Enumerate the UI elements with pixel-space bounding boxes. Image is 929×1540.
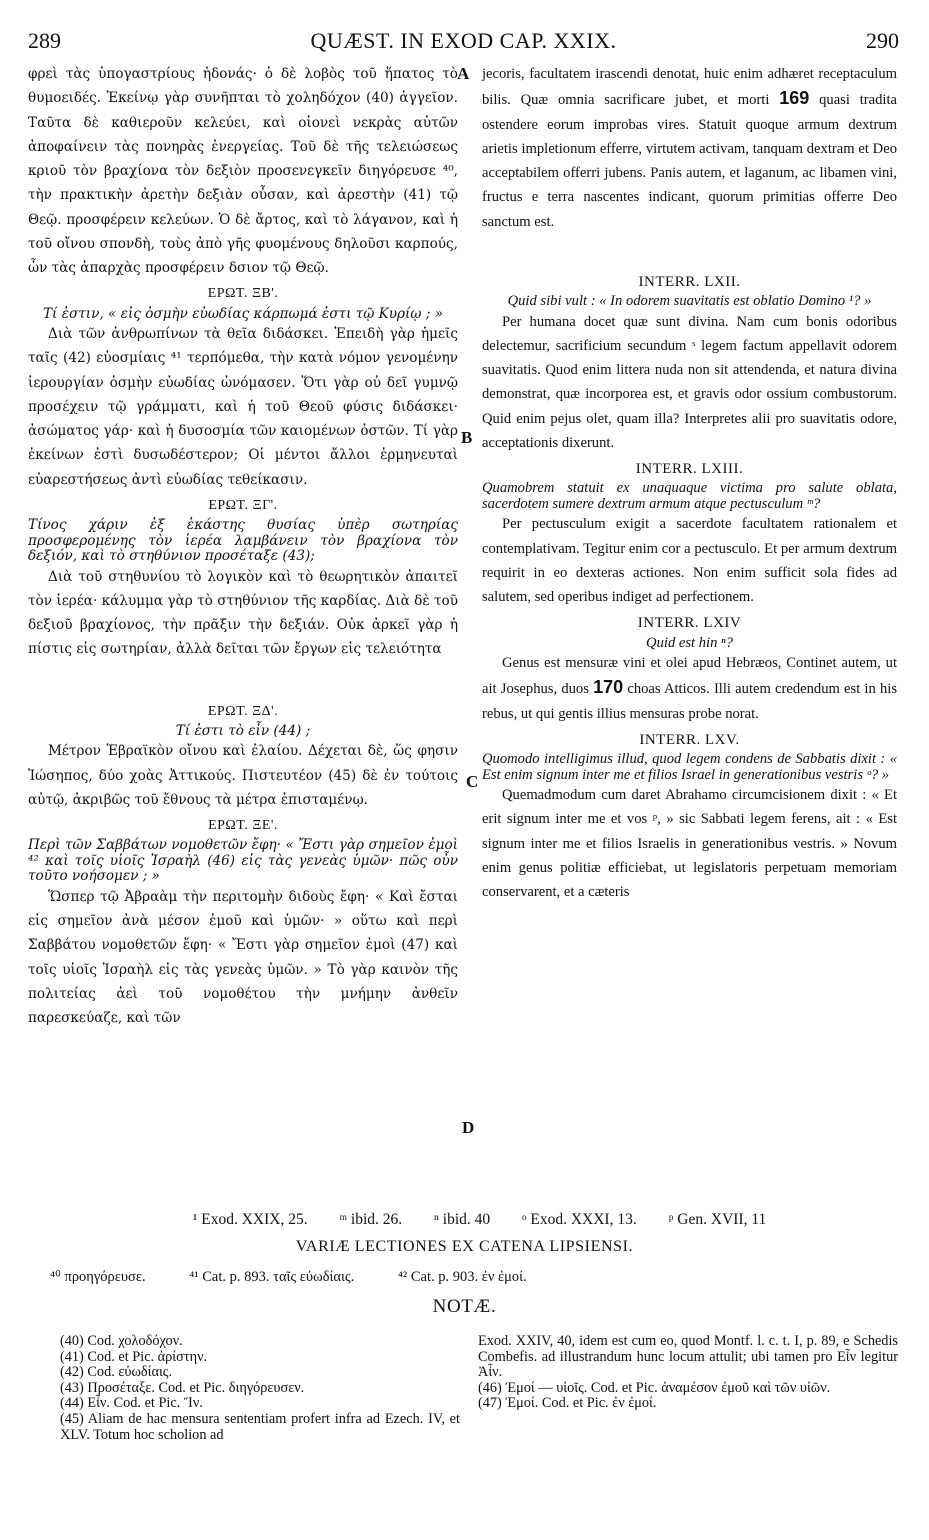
- greek-heading-63: ΕΡΩΤ. ΞΓ'.: [208, 497, 278, 513]
- latin-answer-64a: Genus est mensuræ vini et olei apud Hebræos, Continet autem, ut ait Josephus, duos: [482, 655, 897, 698]
- latin-answer-64b: choas Atticos. Illi autem credendum est in his rebus, ut qui gentis illius mensuras probe norat.: [482, 681, 898, 722]
- greek-question-63: Τίνος χάριν ἐξ ἑκάστης θυσίας ὑπὲρ σωτηρίας προσφερομένης τὸν ἱερέα λαμβάνειν τὸν βραχίονα τὸν δεξιόν, καὶ τὸ στηθύνιον προσέταξε (43);: [28, 517, 458, 564]
- greek-answer-63: Διὰ τοῦ στηθυνίου τὸ λογικὸν καὶ τὸ θεωρητικὸν ἀπαιτεῖ τὸν ἱερέα· κάλυμμα γὰρ τὸ στηθύνιον τῆς καρδίας. Διὰ δὲ τοῦ δεξιοῦ βραχίονος, τὴν πρᾶξιν τὴν δεξιάν. Οὐκ ἀρκεῖ γὰρ ἡ πίστις εἰς σωτηρίαν, ἀλλὰ δεῖται τῶν ἔργων εἰς τελειότητα: [28, 568, 458, 658]
- scripture-ref: ⁿ ibid. 40: [434, 1211, 491, 1228]
- variae-item: ⁴¹ Cat. p. 893. ταῖς εὐωδίαις.: [189, 1269, 355, 1285]
- greek-column: [28, 62, 458, 1030]
- latin-question-63: Quamobrem statuit ex unaquaque victima pro salute oblata, sacerdotem sumere dextrum armum atque pectusculum ᵐ?: [482, 480, 897, 512]
- page-title: QUÆST. IN EXOD CAP. XXIX.: [310, 28, 617, 53]
- note-item: (42) Cod. εὐωδίαις.: [60, 1364, 173, 1381]
- latin-answer-63: Per pectusculum exigit a sacerdote facultatem rationalem et contemplativam. Tegitur enim cor a pectusculo. Et per armum dextrum requirit in eo dexteras actiones. Non enim sufficit sola fides ad salutem, sed operibus indiget ad perfectionem.: [482, 516, 897, 605]
- margin-letter-a: A: [457, 64, 470, 83]
- greek-answer-62: Διὰ τῶν ἀνθρωπίνων τὰ θεῖα διδάσκει. Ἐπειδὴ γὰρ ἡμεῖς ταῖς (42) εὐοσμίαις ⁴¹ τερπόμεθα, τὴν κατὰ νόμον γενομένην ἱερουργίαν ὀσμὴν εὐωδίας ὠνόμασεν. Ὅτι γὰρ οὐ δεῖ γυμνῷ προσέχειν τῷ γράμματι, καὶ ἡ τοῦ Θεοῦ φύσις διδάσκει· ἀσώματος γάρ· καὶ ἡ δυσοσμία τῶν καιομένων ὀστῶν. Τί γὰρ ἐκείνων ἐστὶ δυσωδέστερον; Οἱ μέντοι ἄλλοι ἑρμηνευταὶ εὐαρεστήσεως ἀντὶ εὐωδίας τεθείκασιν.: [28, 326, 458, 488]
- latin-paragraph-1: [482, 62, 897, 234]
- note-item: Exod. XXIV, 40, idem est cum eo, quod Montf. l. c. t. I, p. 89, e Schedis Combefis. ad illustrandum hunc locum attulit; ubi tamen pro Εἶν legitur Ἀἶν.: [478, 1333, 898, 1381]
- scripture-ref: ᵐ ibid. 26.: [339, 1211, 403, 1228]
- latin-answer-64: [482, 651, 897, 726]
- greek-question-65: Περὶ τῶν Σαββάτων νομοθετῶν ἔφη· « Ἔστι γὰρ σημεῖον ἐμοὶ ⁴² καὶ τοῖς υἱοῖς Ἰσραὴλ (46) εἰς τὰς γενεὰς ὑμῶν· πῶς οὖν τοῦτο νοήσομεν ; »: [28, 837, 458, 885]
- scripture-ref: ᵒ Exod. XXXI, 13.: [522, 1211, 637, 1228]
- running-header: [28, 28, 899, 58]
- latin-paragraph-1b: quasi tradita ostendere eorum improbas vires. Statuit quoque armum dextrum arietis impletionum efferre, virtutem activam, tanquam dextram et Deo acceptabilem offerri jubens. Panis autem, et laganum, ac libamen vini, fructus e terra nascentes indicant, quorum primitias offerre Deo sanctum est.: [482, 92, 897, 230]
- greek-heading-62: ΕΡΩΤ. ΞΒ'.: [207, 286, 279, 302]
- latin-heading-65: INTERR. LXV.: [639, 731, 740, 748]
- variae-list: [50, 1269, 879, 1286]
- latin-answer-65: Quemadmodum cum daret Abrahamo circumcisionem dixit : « Et erit signum inter me et vos ᵖ, » sic Sabbati legem ferens, ait : « Est signum inter me et filios Israelis in generationibus vestris. » Novum enim genus politiæ efficiebat, ut legislatoris perpetuam memoriam conservarent, et a cæteris: [482, 787, 897, 900]
- margin-letter-d: D: [462, 1118, 475, 1137]
- latin-question-65: Quomodo intelligimus illud, quod legem condens de Sabbatis dixit : « Est enim signum inter me et filios Israel in generationibus vestris ᵒ? »: [482, 751, 897, 783]
- variae-item: ⁴² Cat. p. 903. ἐν ἐμοί.: [397, 1269, 527, 1285]
- page-number-right: 290: [866, 28, 899, 53]
- notes-right-column: [478, 1334, 898, 1412]
- latin-paragraph-1a: jecoris, facultatem irascendi denotat, huic enim adhæret receptaculum bilis. Quæ omnia sacrificare jubet, et morti: [482, 66, 897, 109]
- greek-question-64: Τί ἐστι τὸ εἶν (44) ;: [175, 722, 311, 739]
- latin-question-62: Quid sibi vult : « In odorem suavitatis est oblatio Domino ¹? »: [507, 293, 872, 309]
- latin-heading-62: INTERR. LXII.: [638, 273, 741, 290]
- variae-heading: VARIÆ LECTIONES EX CATENA LIPSIENSI.: [295, 1238, 634, 1255]
- margin-letter-b: B: [461, 428, 473, 447]
- note-item: (40) Cod. χολοδόχον.: [60, 1333, 183, 1349]
- note-item: (44) Εἶν. Cod. et Pic. Ἴν.: [60, 1395, 203, 1412]
- variae-item: ⁴⁰ προηγόρευσε.: [50, 1269, 146, 1285]
- greek-answer-64: Μέτρον Ἑβραϊκὸν οἴνου καὶ ἐλαίου. Δέχεται δὲ, ὥς φησιν Ἰώσηπος, δύο χοὰς Ἀττικούς. Πιστευτέον (45) δὲ ἐν τούτοις αὐτῷ, ἀκριβῶς τοῦ ἔθνους τὰ μέτρα ἐπισταμένῳ.: [28, 743, 458, 808]
- latin-heading-64: INTERR. LXIV: [637, 615, 742, 632]
- greek-heading-64: ΕΡΩΤ. ΞΔ'.: [207, 703, 279, 719]
- greek-question-62: Τί ἐστιν, « εἰς ὀσμὴν εὐωδίας κάρπωμά ἐστι τῷ Κυρίῳ ; »: [42, 305, 444, 322]
- latin-heading-63: INTERR. LXIII.: [635, 461, 744, 477]
- scripture-ref: ᵖ Gen. XVII, 11: [668, 1211, 767, 1228]
- column-number-169: 169: [779, 88, 810, 109]
- latin-column: [482, 62, 897, 904]
- note-item: (43) Προσέταξε. Cod. et Pic. διηγόρευσεν.: [60, 1379, 305, 1396]
- greek-answer-65: Ὥσπερ τῷ Ἀβραὰμ τὴν περιτομὴν διδοὺς ἔφη· « Καὶ ἔσται εἰς σημεῖον ἀνὰ μέσον ἐμοῦ καὶ ὑμῶν· » οὕτω καὶ περὶ Σαββάτου νομοθετῶν ἔφη· « Ἔστι γὰρ σημεῖον ἐμοὶ (47) καὶ τοῖς υἱοῖς Ἰσραὴλ εἰς τὰς γενεὰς ὑμῶν. » Τὸ γὰρ καινὸν τῆς πολιτείας ἀεὶ τοῦ νομοθέτου τὴν μνήμην ἀνθεῖν παρεσκεύαζε, καὶ τῶν: [28, 888, 458, 1026]
- page-number-left: 289: [28, 28, 61, 53]
- margin-letter-c: C: [466, 772, 479, 791]
- latin-question-64: Quid est hin ⁿ?: [646, 634, 733, 651]
- greek-heading-65: ΕΡΩΤ. ΞΕ'.: [208, 818, 278, 833]
- note-item: (45) Aliam de hac mensura sententiam profert infra ad Ezech. IV, et XLV. Totum hoc scholion ad: [60, 1410, 460, 1443]
- greek-paragraph-1: φρεὶ τὰς ὑπογαστρίους ἡδονάς· ὁ δὲ λοβὸς τοῦ ἥπατος τὸ θυμοειδές. Ἐκείνῳ γὰρ συνῆπται τὸ χοληδόχον (40) ἀγγεῖον. Ταῦτα δὲ καθιεροῦν κελεύει, καὶ οἱονεὶ νεκρὰς αὐτῶν ἀποφαίνειν τὰς πονηρὰς ἐνεργείας. Τοῦ δὲ τῆς τελειώσεως κριοῦ τὸν βραχίονα τὸν δεξιὸν προσενεγκεῖν διηγόρευσε ⁴⁰, τὴν πρακτικὴν ἀρετὴν δεξιὰν οὖσαν, καὶ ἀρεστὴν (41) τῷ Θεῷ. προσφέρειν κελεύων. Ὁ δὲ ἄρτος, καὶ τὸ λάγανον, καὶ ἡ τοῦ οἴνου σπονδὴ, τοὺς ἀπὸ γῆς φυομένους δηλοῦσι καρπούς, ὧν τὰς ἀπαρχὰς προσφέρειν δσιον τῷ Θεῷ.: [28, 66, 458, 276]
- note-item: (46) Ἐμοί — υἱοῖς. Cod. et Pic. ἀναμέσον ἐμοῦ καὶ τῶν υἱῶν.: [478, 1379, 831, 1396]
- column-number-170: 170: [593, 677, 624, 698]
- note-item: (41) Cod. et Pic. ἀρίστην.: [60, 1348, 208, 1365]
- latin-answer-62: Per humana docet quæ sunt divina. Nam cum bonis odoribus delectemur, sacrificium secundum ˢ legem factum appellavit odorem suavitatis. Quod enim littera nuda non sit attendenda, et natura divina demonstrat, quæ incorporea est, et gravis odor ossium combustorum. Quid enim pejus olet, quam illa? Interpretes alii pro suavitatis odore, acceptationis dixerunt.: [482, 313, 897, 451]
- scripture-ref: ¹ Exod. XXIX, 25.: [192, 1211, 308, 1228]
- notae-heading: NOTÆ.: [432, 1296, 497, 1317]
- note-item: (47) Ἐμοί. Cod. et Pic. ἐν ἐμοί.: [478, 1395, 657, 1412]
- notes-left-column: [60, 1334, 460, 1443]
- scripture-references: [60, 1211, 899, 1229]
